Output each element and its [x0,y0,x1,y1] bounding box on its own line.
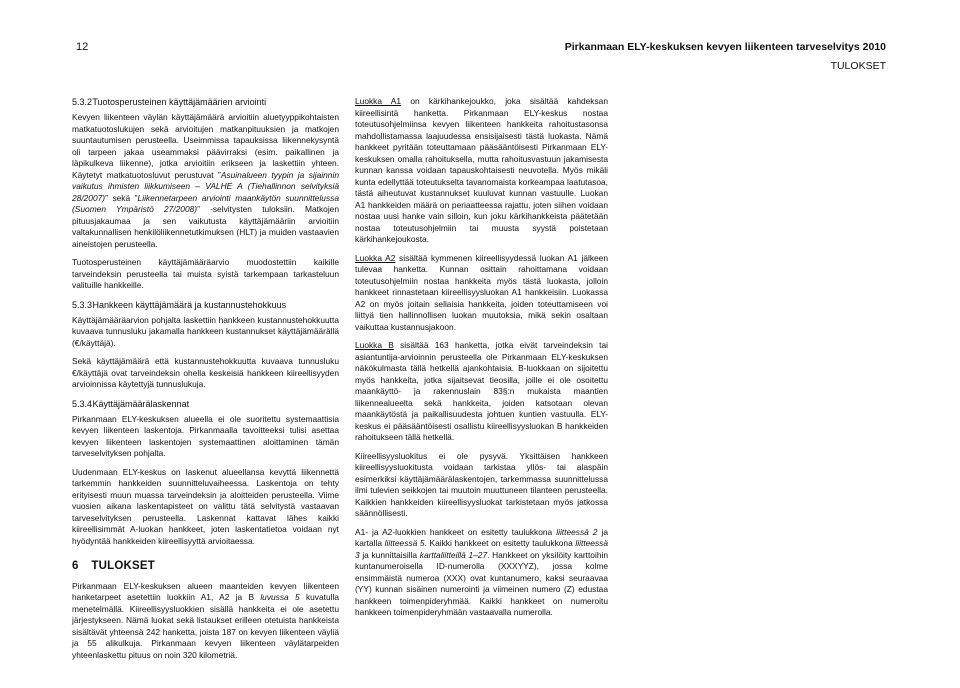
paragraph: Kiireellisyysluokitus ei ole pysyvä. Yksittäisen hankkeen kiireellisyysluokitusta voidaan tarkistaa yllös- tai alaspäin esimerkiksi käyttäjämäärälaskentojen, tarkemmassa suunnittelussa ilmi tulevien seikkojen tai muutoin muuttuneen tilanteen perusteella. Kaikkien hankkeiden kiireellisyysluokat tarkistetaan myös jatkossa säännöllisesti. [355,450,608,518]
class-a2-label: Luokka A2 [355,252,396,263]
section-label: TULOKSET [830,60,886,72]
paragraph: Kevyen liikenteen väylän käyttäjämäärä arvioitiin aluetyyppikohtaisten matkatuotoslukujen sekä arvioitujen matkanpituuksien ja matkojen suuntautumisen perusteella. Useimmissa tapauksissa liikennekysyntä oli tarpeen jakaa useammaksi päävirraksi (esim. paikallinen ja läpikulkeva liikenne), jotka arvioitiin erikseen ja laskettiin yhteen. Käytetyt matkatuotosluvut perustuvat ”Asuinalueen tyypin ja sijainnin vaikutus ihmisten liikkumiseen – VALHE A (Tiehallinnon selvityksiä 28/2007)” sekä ”Liikennetarpeen arviointi maankäytön suunnittelussa (Suomen Ympäristö 27/2008)” -selvitysten tuloksiin. Matkojen pituusjakaumaa ja sen vaikutusta käyttäjämääriin arvioitiin valtakunnallisen henkilöliikennetutkimuksen (HLT) ja muiden vastaavien aineistojen perusteella. [72,112,339,249]
paragraph: Sekä käyttäjämäärä että kustannustehokkuutta kuvaava tunnusluku €/käyttäjä ovat tarveindeksin ohella keskeisiä hankkeen kiireellisyyden arvioinnissa käytettyjä tunnuslukuja. [72,356,339,389]
heading-5-3-2: 5.3.2 Tuotosperusteinen käyttäjämäärien arviointi [72,97,267,107]
heading-5-3-4: 5.3.4 Käyttäjämäärälaskennat [72,398,190,409]
document-title: Pirkanmaan ELY-keskuksen kevyen liikenteen tarveselvitys 2010 [564,41,886,53]
class-a1-label: Luokka A1 [355,96,402,106]
paragraph: Käyttäjämääräarvion pohjalta laskettiin hankkeen kustannustehokkuutta kuvaava tunnusluku jakamalla hankkeen kustannukset käyttäjämäärällä (€/käyttäjä). [72,314,339,348]
paragraph: Pirkanmaan ELY-keskuksen alueen maanteiden kevyen liikenteen hanketarpeet asetettiin luokkiin A1, A2 ja B luvussa 5 kuvatulla menetelmällä. Kiireellisyysluokkien sisällä hankkeita ei ole asetettu järjestykseen. Nämä luokat sekä listaukset erilleen otetuista hankkeista sisältävät yhteensä 242 hanketta, joista 187 on kevyen liikenteen väyliä ja 55 alikulkuja. Pirkanmaan kevyen liikenteen väylätarpeiden yhteenlaskettu pituus on noin 320 kilometriä. [72,580,339,660]
paragraph-a1: Luokka A1 on kärkihankejoukko, joka sisältää kahdeksan kiireellisintä hanketta. Pirkanmaan ELY-keskus nostaa toteutusohjelmiinsa kevyen liikenteen hankkeita rahoitustasonsa mahdollistamassa laajuudessa ensisijaisesti tästä luokasta. Nämä hankkeet pyritään toteuttamaan pääsääntöisesti Pirkanmaan ELY-keskuksen omalla rahoituksella, mutta rahoitusvastuun jakamisesta kunnan kanssa voidaan tapauskohtaisesti neuvotella. Myös mikäli kunta edellyttää toteutukselta tavanomaista korkeampaa laatutasoa, tästä aiheutuvat kustannukset kuuluvat kunnan vastuulle. Luokan A1 hankkeiden määrä on periaatteessa rajattu, joten siihen voidaan nostaa uusi hanke vain silloin, kun joku kärkihankkeista päätetään nostaa toteutusohjelmiin tai muusta syystä poistetaan kärkihankejoukosta. [355,96,608,244]
heading-5-3-3: 5.3.3 Hankkeen käyttäjämäärä ja kustannustehokkuus [72,299,287,310]
right-column [355,96,608,626]
class-b-label: Luokka B [355,340,394,350]
heading-6: 6 TULOKSET [72,560,155,572]
paragraph: Uudenmaan ELY-keskus on laskenut alueellansa kevyttä liikennettä tarkemmin hankkeiden suunnitteluvaiheessa. Laskentoja on tehty erityisesti muun muassa tarveindeksin ja aloitteiden perusteella. Viime vuosien aikana laskentapisteet on valittu tätä selvitystä vastaavan tarveselvityksen perusteella. Laskennat kattavat lähes kaikki kiireellisimmät A-luokan hankkeet, joten laskentatietoa voidaan nyt hyödyntää hankkeiden kiireellisyyttä arvioitaessa. [72,466,339,546]
page-number: 12 [76,41,89,53]
paragraph-a2: Luokka A2 sisältää kymmenen kiireellisyydessä luokan A1 jälkeen tulevaa hanketta. Kunnan osittain rahoittamana voidaan toteutusohjelmiin nostaa hankkeita myös tästä luokasta, jolloin hankkeet rinnastetaan kiireellisyysluokan A1 hankkeisiin. Luokassa A2 on myös joitain sellaisia hankkeita, joiden toteuttamiseen voi liittyä tien hallinnollisen luokan muutoksia, mikä sekin osaltaan vaikuttaa kustannusjakoon. [355,252,608,332]
paragraph: Pirkanmaan ELY-keskuksen alueella ei ole suoritettu systemaattisia kevyen liikenteen laskentoja. Pirkanmaalla tavoitteeksi tulisi asettaa kevyen liikenteen laskentojen systemaattinen aloittaminen tämän tarveselvityksen pohjalta. [72,413,339,458]
paragraph: A1- ja A2-luokkien hankkeet on esitetty taulukkona liitteessä 2 ja kartalla liitteessä 5. Kaikki hankkeet on esitetty taulukkona liitteessä 3 ja kunnittaisilla karttaliitteillä 1–27. Hankkeet on yksilöity karttoihin kuntanumeroisella ID-numerolla (XXXYYZ), jossa kolme ensimmäistä numeroa (XXX) ovat kuntanumero, kaksi seuraavaa (YY) kunnan sisäinen numerointi ja viimeinen numero (Z) edustaa hankkeen toimenpideryhmää. Kaikki hankkeet on numeroitu hankkeen toimenpideryhmään vastaavalla numerolla. [355,526,608,617]
left-column [72,96,339,668]
paragraph: Tuotosperusteinen käyttäjämääräarvio muodostettiin kaikille tarveindeksin perusteella tai muista syistä tarkempaan tarkasteluun valituille hankkeille. [72,257,339,290]
paragraph-b: Luokka B sisältää 163 hanketta, jotka eivät tarveindeksin tai asiantuntija-arvioinnin perusteella ole Pirkanmaan ELY-keskuksen näkökulmasta tällä hetkellä ajankohtaisia. B-luokkaan on sijoitettu myös hankkeita, jotka sijaitsevat tieosilla, joille ei ole osoitettu maankäyttö- ja rakennuslain 83§:n mukaista maantien liikennealueelta sekä hankkeita, joiden katsotaan olevan maankäytöstä ja paikallisuudesta johtuen kuntien vastuulla. ELY-keskus ei pääsääntöisesti osallistu kiireellisyysluokan B hankkeiden rahoitukseen tällä hetkellä. [355,340,608,442]
